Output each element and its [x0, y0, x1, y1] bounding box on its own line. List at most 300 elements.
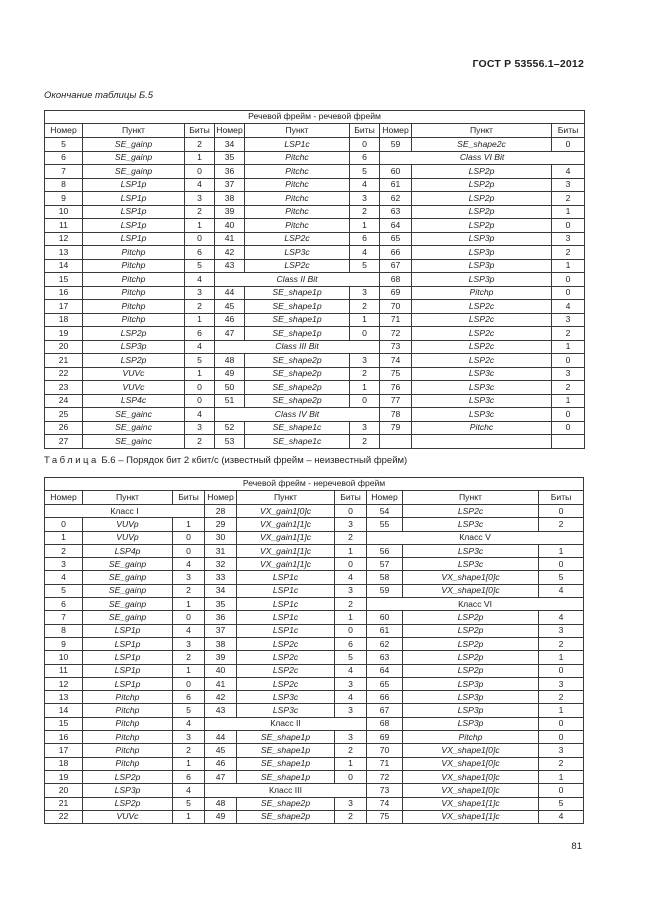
- table-cell: 0: [552, 421, 585, 435]
- table-row: [45, 744, 584, 757]
- table-cell: 5: [173, 704, 205, 717]
- table-row: [45, 544, 584, 557]
- table-cell: Pitchc: [245, 178, 350, 192]
- table-cell: LSP1p: [83, 637, 173, 650]
- table-cell: 4: [335, 571, 367, 584]
- table-cell: Pitchp: [412, 286, 552, 300]
- table-cell: 65: [380, 232, 412, 246]
- table-row: [45, 677, 584, 690]
- table-cell: 71: [380, 313, 412, 327]
- table-cell: 59: [380, 138, 412, 152]
- table-cell: 22: [45, 810, 83, 823]
- column-header: Биты: [185, 124, 215, 138]
- table-cell: 0: [539, 731, 584, 744]
- table-row: [45, 327, 585, 341]
- table-cell: 35: [215, 151, 245, 165]
- table-cell: 2: [173, 744, 205, 757]
- table-cell: 52: [215, 421, 245, 435]
- table-cell: 58: [367, 571, 403, 584]
- table-cell: 4: [539, 584, 584, 597]
- table-cell: Pitchp: [83, 286, 185, 300]
- table-cell: 3: [185, 286, 215, 300]
- table-cell: Pitchc: [245, 165, 350, 179]
- table-cell: 6: [45, 598, 83, 611]
- table-cell: 12: [45, 232, 83, 246]
- table-cell: 37: [215, 178, 245, 192]
- gost-standard-header: ГОСТ Р 53556.1–2012: [472, 58, 584, 70]
- table-cell: 3: [350, 286, 380, 300]
- table-cell: LSP2c: [412, 300, 552, 314]
- table-cell: 47: [205, 770, 237, 783]
- table-row: [45, 421, 585, 435]
- table-cell: 0: [552, 138, 585, 152]
- table-cell: VX_gain1[1]c: [237, 558, 335, 571]
- table-cell: VUVc: [83, 367, 185, 381]
- table-cell: LSP2p: [412, 205, 552, 219]
- table-row: [45, 394, 585, 408]
- table-cell: 34: [205, 584, 237, 597]
- table-cell: LSP1p: [83, 651, 173, 664]
- table-cell: LSP1p: [83, 178, 185, 192]
- table-cell: 3: [350, 192, 380, 206]
- table-cell: 66: [367, 691, 403, 704]
- table-cell: Класс VI: [367, 598, 584, 611]
- table-cell: LSP4c: [83, 394, 185, 408]
- table-row: [45, 558, 584, 571]
- table-cell: 42: [215, 246, 245, 260]
- table-cell: SE_gainp: [83, 558, 173, 571]
- table-cell: 0: [173, 611, 205, 624]
- table-row: [45, 178, 585, 192]
- table-cell: Pitchc: [412, 421, 552, 435]
- table-cell: 3: [335, 677, 367, 690]
- table-cell: 1: [350, 381, 380, 395]
- column-header: Биты: [350, 124, 380, 138]
- table-row: [45, 151, 585, 165]
- table-cell: 3: [335, 731, 367, 744]
- table-cell: 2: [335, 598, 367, 611]
- table-cell: 47: [215, 327, 245, 341]
- table-row: [45, 571, 584, 584]
- column-header: Биты: [552, 124, 585, 138]
- table-cell: 6: [173, 770, 205, 783]
- table-cell: 0: [350, 394, 380, 408]
- table-cell: VX_shape1[0]c: [403, 571, 539, 584]
- table-cell: 4: [350, 246, 380, 260]
- table-cell: LSP2c: [237, 677, 335, 690]
- table-cell: VX_shape1[0]c: [403, 744, 539, 757]
- table-row: [45, 518, 584, 531]
- table-cell: LSP1c: [245, 138, 350, 152]
- table-row: [45, 704, 584, 717]
- table-cell: Pitchp: [83, 717, 173, 730]
- table-cell: Pitchp: [83, 313, 185, 327]
- table-cell: 3: [552, 367, 585, 381]
- column-header: Биты: [335, 491, 367, 505]
- table-row: [45, 598, 584, 611]
- table-cell: LSP2p: [403, 637, 539, 650]
- table-cell: 74: [367, 797, 403, 810]
- table-cell: 72: [380, 327, 412, 341]
- table-cell: 55: [367, 518, 403, 531]
- table-cell: LSP3p: [403, 691, 539, 704]
- table-cell: 32: [205, 558, 237, 571]
- column-header: Пункт: [83, 491, 173, 505]
- table-cell: 0: [185, 394, 215, 408]
- table-cell: LSP2c: [237, 664, 335, 677]
- table-row: [45, 340, 585, 354]
- table-cell: 1: [173, 598, 205, 611]
- table-cell: 2: [539, 757, 584, 770]
- table-cell: LSP1c: [237, 624, 335, 637]
- table-cell: 1: [185, 219, 215, 233]
- table-cell: SE_shape1p: [237, 731, 335, 744]
- table-cell: 1: [552, 205, 585, 219]
- table-cell: 7: [45, 165, 83, 179]
- table-cell: 50: [215, 381, 245, 395]
- table-cell: 33: [205, 571, 237, 584]
- column-header: Пункт: [237, 491, 335, 505]
- table-cell: 1: [552, 259, 585, 273]
- table-cell: 57: [367, 558, 403, 571]
- table-cell: 0: [335, 505, 367, 518]
- table-cell: LSP2c: [245, 232, 350, 246]
- table-cell: SE_gainp: [83, 611, 173, 624]
- table-row: [45, 205, 585, 219]
- table-b5-bit-order: [44, 110, 585, 449]
- table-cell: LSP2c: [412, 327, 552, 341]
- table-cell: 76: [380, 381, 412, 395]
- table-cell: VX_shape1[1]c: [403, 810, 539, 823]
- table-cell: 1: [552, 340, 585, 354]
- table-cell: 72: [367, 770, 403, 783]
- table-cell: VUVp: [83, 518, 173, 531]
- table-row: [45, 165, 585, 179]
- table-cell: 0: [539, 784, 584, 797]
- table-cell: 61: [367, 624, 403, 637]
- table-cell: LSP3c: [403, 558, 539, 571]
- table-cell: 2: [552, 381, 585, 395]
- table-b5-continuation-note: Окончание таблицы Б.5: [44, 90, 154, 101]
- table-cell: 59: [367, 584, 403, 597]
- table-cell: SE_shape1p: [237, 770, 335, 783]
- table-cell: 4: [185, 408, 215, 422]
- table-cell: SE_shape1p: [237, 757, 335, 770]
- table-cell: Class II Bit: [215, 273, 380, 287]
- table-cell: 4: [173, 717, 205, 730]
- table-cell: 12: [45, 677, 83, 690]
- table-cell: 40: [205, 664, 237, 677]
- table-cell: 23: [45, 381, 83, 395]
- table-cell: 10: [45, 651, 83, 664]
- table-cell: VUVp: [83, 531, 173, 544]
- table-cell: 3: [173, 731, 205, 744]
- table-row: [45, 584, 584, 597]
- table-cell: 6: [185, 246, 215, 260]
- table-cell: LSP2p: [403, 664, 539, 677]
- column-header: Номер: [215, 124, 245, 138]
- table-cell: LSP1p: [83, 192, 185, 206]
- table-cell: [380, 435, 412, 449]
- table-cell: 1: [173, 518, 205, 531]
- table-cell: 79: [380, 421, 412, 435]
- table-cell: 3: [335, 797, 367, 810]
- table-cell: 26: [45, 421, 83, 435]
- table-cell: 0: [552, 286, 585, 300]
- table-row: [45, 770, 584, 783]
- table-row: [45, 810, 584, 823]
- table-cell: 20: [45, 784, 83, 797]
- table-cell: 13: [45, 691, 83, 704]
- table-cell: 39: [215, 205, 245, 219]
- table-cell: 0: [173, 544, 205, 557]
- table-cell: 36: [215, 165, 245, 179]
- table-cell: LSP3p: [412, 273, 552, 287]
- column-header: Биты: [539, 491, 584, 505]
- table-cell: 4: [45, 571, 83, 584]
- page-number: 81: [571, 841, 582, 852]
- table-cell: 19: [45, 770, 83, 783]
- table-row: [45, 286, 585, 300]
- table-cell: 4: [335, 664, 367, 677]
- table-cell: 14: [45, 704, 83, 717]
- table-row: [45, 381, 585, 395]
- table-cell: 15: [45, 273, 83, 287]
- table-cell: 2: [335, 531, 367, 544]
- table-cell: 1: [173, 664, 205, 677]
- table-cell: 0: [185, 381, 215, 395]
- table-cell: SE_gainp: [83, 151, 185, 165]
- table-cell: VX_shape1[0]c: [403, 757, 539, 770]
- table-cell: 3: [45, 558, 83, 571]
- table-cell: 6: [350, 232, 380, 246]
- table-cell: Pitchp: [83, 704, 173, 717]
- table-cell: LSP2p: [83, 770, 173, 783]
- table-cell: 11: [45, 219, 83, 233]
- table-b6-caption: [44, 455, 604, 466]
- table-cell: 6: [350, 151, 380, 165]
- table-cell: Pitchp: [83, 691, 173, 704]
- table-cell: LSP2p: [83, 797, 173, 810]
- table-cell: 69: [367, 731, 403, 744]
- table-cell: Класс V: [367, 531, 584, 544]
- table-cell: 3: [539, 677, 584, 690]
- table-cell: 29: [205, 518, 237, 531]
- table-cell: 1: [173, 810, 205, 823]
- table-cell: 60: [367, 611, 403, 624]
- column-header: Пункт: [245, 124, 350, 138]
- table-cell: SE_gainp: [83, 138, 185, 152]
- table-cell: 4: [173, 558, 205, 571]
- table-cell: 4: [350, 178, 380, 192]
- table-cell: LSP3c: [412, 408, 552, 422]
- table-cell: 3: [350, 421, 380, 435]
- table-cell: Класс II: [205, 717, 367, 730]
- table-cell: 21: [45, 797, 83, 810]
- table-cell: 46: [215, 313, 245, 327]
- table-cell: LSP2c: [412, 354, 552, 368]
- table-cell: 3: [173, 571, 205, 584]
- table-cell: SE_shape2p: [245, 381, 350, 395]
- table-cell: 68: [380, 273, 412, 287]
- table-cell: 18: [45, 757, 83, 770]
- table-cell: 0: [552, 273, 585, 287]
- table-cell: Pitchp: [83, 300, 185, 314]
- table-cell: 35: [205, 598, 237, 611]
- table-cell: 46: [205, 757, 237, 770]
- table-cell: 27: [45, 435, 83, 449]
- table-cell: LSP3c: [403, 544, 539, 557]
- table-cell: SE_gainp: [83, 165, 185, 179]
- table-b6-caption-word: Таблица: [44, 455, 99, 466]
- table-cell: SE_shape2c: [412, 138, 552, 152]
- table-cell: 0: [539, 664, 584, 677]
- table-cell: LSP1p: [83, 677, 173, 690]
- table-cell: 8: [45, 178, 83, 192]
- table-cell: SE_gainc: [83, 421, 185, 435]
- table-cell: 70: [380, 300, 412, 314]
- table-row: [45, 367, 585, 381]
- table-cell: 5: [185, 354, 215, 368]
- table-cell: 5: [45, 138, 83, 152]
- table-cell: LSP4p: [83, 544, 173, 557]
- table-row: [45, 611, 584, 624]
- table-cell: LSP2c: [412, 313, 552, 327]
- table-cell: 15: [45, 717, 83, 730]
- table-cell: 1: [45, 531, 83, 544]
- table-cell: SE_shape2p: [237, 797, 335, 810]
- table-cell: 21: [45, 354, 83, 368]
- table-cell: Class III Bit: [215, 340, 380, 354]
- table-cell: 51: [215, 394, 245, 408]
- table-row: [45, 505, 584, 518]
- table-cell: 5: [539, 797, 584, 810]
- table-cell: LSP2p: [412, 165, 552, 179]
- table-cell: 38: [215, 192, 245, 206]
- table-cell: LSP3c: [412, 367, 552, 381]
- table-cell: 1: [185, 313, 215, 327]
- table-cell: 0: [350, 138, 380, 152]
- table-cell: Class VI Bit: [380, 151, 585, 165]
- table-cell: 0: [173, 531, 205, 544]
- table-cell: 3: [350, 354, 380, 368]
- table-cell: 44: [205, 731, 237, 744]
- table-row: [45, 232, 585, 246]
- table-cell: Pitchc: [245, 205, 350, 219]
- table-cell: 38: [205, 637, 237, 650]
- table-cell: 22: [45, 367, 83, 381]
- table-row: [45, 300, 585, 314]
- table-cell: LSP2c: [237, 651, 335, 664]
- table-cell: LSP3p: [412, 246, 552, 260]
- column-header: Пункт: [412, 124, 552, 138]
- table-cell: LSP2c: [412, 340, 552, 354]
- table-cell: 5: [335, 651, 367, 664]
- table-cell: 34: [215, 138, 245, 152]
- table-cell: 5: [45, 584, 83, 597]
- table-cell: LSP3p: [403, 717, 539, 730]
- table-cell: LSP2p: [412, 192, 552, 206]
- table-row: [45, 192, 585, 206]
- table-cell: VUVc: [83, 810, 173, 823]
- table-cell: SE_shape1c: [245, 421, 350, 435]
- table-cell: 0: [185, 165, 215, 179]
- table-cell: 1: [185, 367, 215, 381]
- table-cell: LSP2p: [403, 611, 539, 624]
- column-header: Номер: [380, 124, 412, 138]
- table-cell: 40: [215, 219, 245, 233]
- table-cell: 41: [205, 677, 237, 690]
- table-cell: 0: [335, 770, 367, 783]
- table-cell: 0: [539, 717, 584, 730]
- table-cell: 36: [205, 611, 237, 624]
- table-cell: 3: [185, 421, 215, 435]
- column-header: Биты: [173, 491, 205, 505]
- table-cell: 2: [335, 744, 367, 757]
- table-cell: VX_shape1[1]c: [403, 797, 539, 810]
- table-cell: SE_shape1p: [237, 744, 335, 757]
- table-cell: 18: [45, 313, 83, 327]
- table-cell: 5: [539, 571, 584, 584]
- table-cell: 2: [185, 138, 215, 152]
- table-cell: 3: [185, 192, 215, 206]
- table-cell: 2: [539, 637, 584, 650]
- table-cell: 2: [539, 518, 584, 531]
- table-row: [45, 435, 585, 449]
- table-cell: 0: [539, 558, 584, 571]
- table-cell: 73: [367, 784, 403, 797]
- table-cell: 3: [552, 232, 585, 246]
- table-cell: 69: [380, 286, 412, 300]
- table-cell: 0: [350, 327, 380, 341]
- table-cell: 1: [539, 704, 584, 717]
- table-b6-caption-text: – Порядок бит 2 кбит/с (известный фрейм – неизвестный фрейм): [118, 455, 408, 466]
- table-cell: SE_gainc: [83, 408, 185, 422]
- table-cell: VX_gain1[1]c: [237, 518, 335, 531]
- table-cell: SE_shape2p: [245, 367, 350, 381]
- table-cell: LSP2p: [403, 624, 539, 637]
- table-cell: 75: [380, 367, 412, 381]
- table-cell: 5: [350, 165, 380, 179]
- table-cell: [552, 435, 585, 449]
- table-cell: SE_shape1c: [245, 435, 350, 449]
- table-cell: SE_shape2p: [245, 394, 350, 408]
- table-cell: LSP3c: [237, 704, 335, 717]
- table-row: [45, 313, 585, 327]
- table-cell: VX_shape1[0]c: [403, 770, 539, 783]
- table-cell: 25: [45, 408, 83, 422]
- table-cell: 2: [185, 435, 215, 449]
- table-cell: Класс III: [205, 784, 367, 797]
- table-cell: Pitchp: [83, 744, 173, 757]
- table-cell: 1: [335, 757, 367, 770]
- table-cell: 3: [539, 744, 584, 757]
- column-header: Номер: [45, 124, 83, 138]
- table-cell: VX_shape1[0]c: [403, 784, 539, 797]
- table-cell: LSP3p: [412, 232, 552, 246]
- table-cell: 45: [205, 744, 237, 757]
- table-cell: [412, 435, 552, 449]
- table-cell: 1: [173, 757, 205, 770]
- table-cell: 5: [185, 259, 215, 273]
- table-cell: 5: [350, 259, 380, 273]
- table-row: [45, 731, 584, 744]
- table-row: [45, 691, 584, 704]
- table-cell: 1: [335, 544, 367, 557]
- table-cell: 73: [380, 340, 412, 354]
- table-cell: 0: [173, 677, 205, 690]
- table-cell: 0: [185, 232, 215, 246]
